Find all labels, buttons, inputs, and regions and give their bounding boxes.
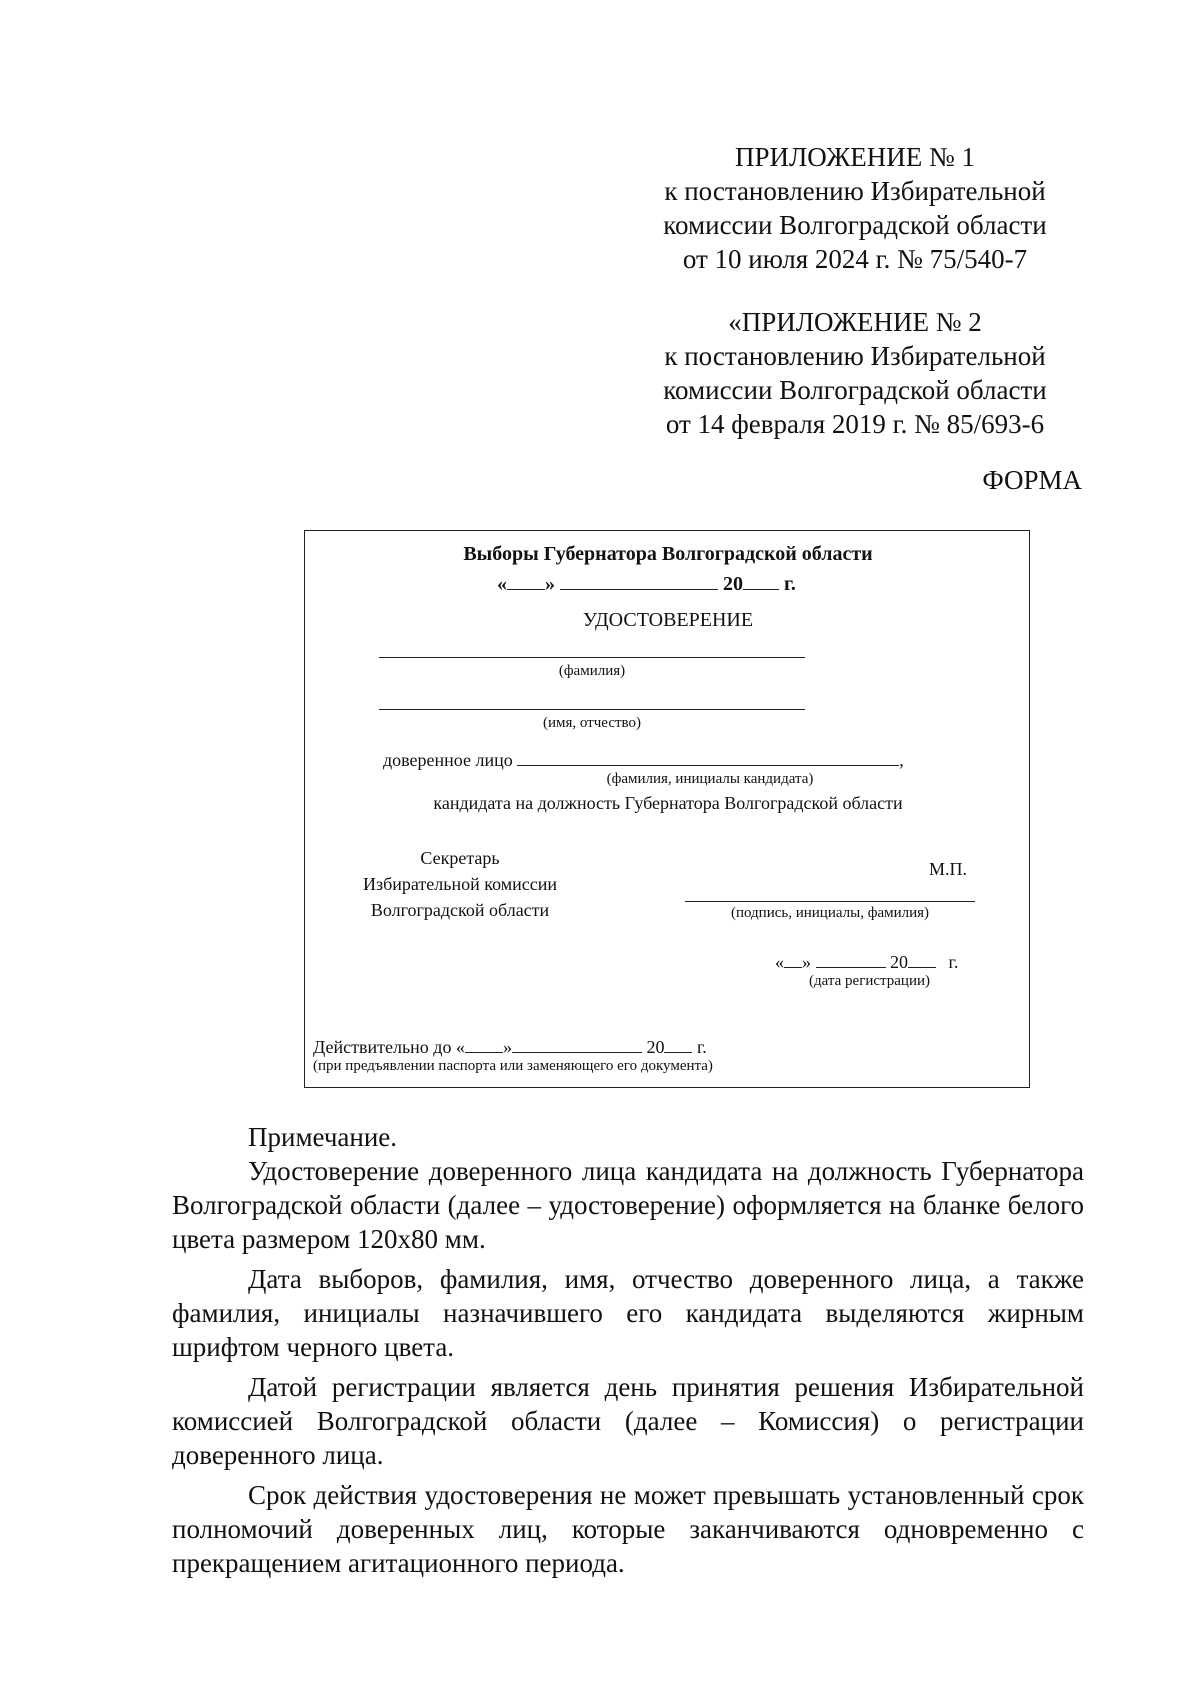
appendix-2-title: «ПРИЛОЖЕНИЕ № 2 (728, 307, 982, 337)
appendix-header-2 (630, 305, 1080, 441)
election-year: 20 (723, 573, 743, 595)
valid-until-label: Действительно до « (313, 1037, 465, 1057)
signature-line (685, 901, 975, 902)
registration-month-blank (816, 949, 886, 968)
certificate-heading: УДОСТОВЕРЕНИЕ (582, 609, 754, 631)
appendix-1-date: от 10 июля 2024 г. № 75/540-7 (682, 244, 1028, 274)
note-section (172, 1120, 1084, 1580)
secretary-block (335, 845, 585, 923)
registration-open: « (775, 952, 784, 972)
valid-caption: (при предъявлении паспорта или заменяющего его документа) (313, 1058, 713, 1074)
registration-g: г. (948, 952, 959, 972)
election-date-open: « (497, 573, 507, 595)
election-day-blank (507, 571, 545, 590)
valid-month-blank (512, 1034, 642, 1053)
signature-caption: (подпись, инициалы, фамилия) (730, 905, 930, 921)
note-paragraph-1: Удостоверение доверенного лица кандидата на должность Губернатора Волгоградской области (далее – удостоверение) оформляется на бланке белого цвета размером 120х80 мм. (172, 1156, 1084, 1254)
valid-year: 20 (646, 1037, 665, 1057)
secretary-line3: Волгоградской области (370, 900, 550, 920)
registration-day-blank (784, 949, 802, 968)
surname-caption: (фамилия) (558, 663, 626, 679)
election-g: г. (784, 573, 796, 595)
valid-g: г. (696, 1037, 707, 1057)
name-line (379, 709, 805, 710)
election-month-blank (560, 571, 718, 590)
registration-close: » (802, 952, 811, 972)
certificate-title: Выборы Губернатора Волгоградской области (463, 543, 873, 565)
note-paragraph-4: Срок действия удостоверения не может превышать установленный срок полномочий доверенных лиц, которые заканчиваются одновременно с прекращением агитационного периода. (172, 1480, 1084, 1578)
secretary-line1: Секретарь (420, 848, 500, 868)
valid-until-line (313, 1034, 707, 1058)
trusted-person-line (383, 747, 904, 771)
registration-caption: (дата регистрации) (809, 973, 931, 989)
election-year-blank (743, 571, 779, 590)
registration-year: 20 (890, 952, 908, 972)
certificate-form (304, 530, 1030, 1088)
appendix-header-1 (630, 140, 1080, 276)
surname-line (379, 657, 805, 658)
note-title: Примечание. (248, 1122, 398, 1152)
stamp-label: М.П. (929, 859, 968, 879)
valid-day-blank (465, 1034, 503, 1053)
appendix-2-line3: комиссии Волгоградской области (663, 375, 1047, 405)
secretary-line2: Избирательной комиссии (363, 874, 557, 894)
valid-year-blank (664, 1034, 692, 1053)
election-date-line (497, 571, 796, 596)
note-paragraph-3: Датой регистрации является день принятия решения Избирательной комиссией Волгоградской области (далее – Комиссия) о регистрации доверенного лица. (172, 1372, 1084, 1470)
appendix-1-line3: комиссии Волгоградской области (663, 210, 1047, 240)
note-paragraph-2: Дата выборов, фамилия, имя, отчество доверенного лица, а также фамилия, инициалы назначившего его кандидата выделяются жирным шрифтом черного цвета. (172, 1264, 1084, 1362)
appendix-1-line2: к постановлению Избирательной (664, 176, 1046, 206)
valid-close: » (502, 1037, 512, 1057)
appendix-2-line2: к постановлению Избирательной (664, 341, 1046, 371)
trusted-comma: , (899, 750, 904, 770)
candidate-caption: (фамилия, инициалы кандидата) (606, 771, 814, 787)
election-date-close: » (545, 573, 555, 595)
registration-year-blank (908, 949, 936, 968)
candidate-blank (517, 747, 899, 766)
appendix-1-title: ПРИЛОЖЕНИЕ № 1 (734, 142, 976, 172)
candidate-position: кандидата на должность Губернатора Волгоградской области (433, 793, 903, 813)
form-label: ФОРМА (982, 465, 1082, 495)
appendix-2-date: от 14 февраля 2019 г. № 85/693-6 (665, 409, 1045, 439)
registration-date-line (775, 949, 958, 973)
name-caption: (имя, отчество) (542, 715, 642, 731)
trusted-person-label: доверенное лицо (383, 750, 513, 770)
